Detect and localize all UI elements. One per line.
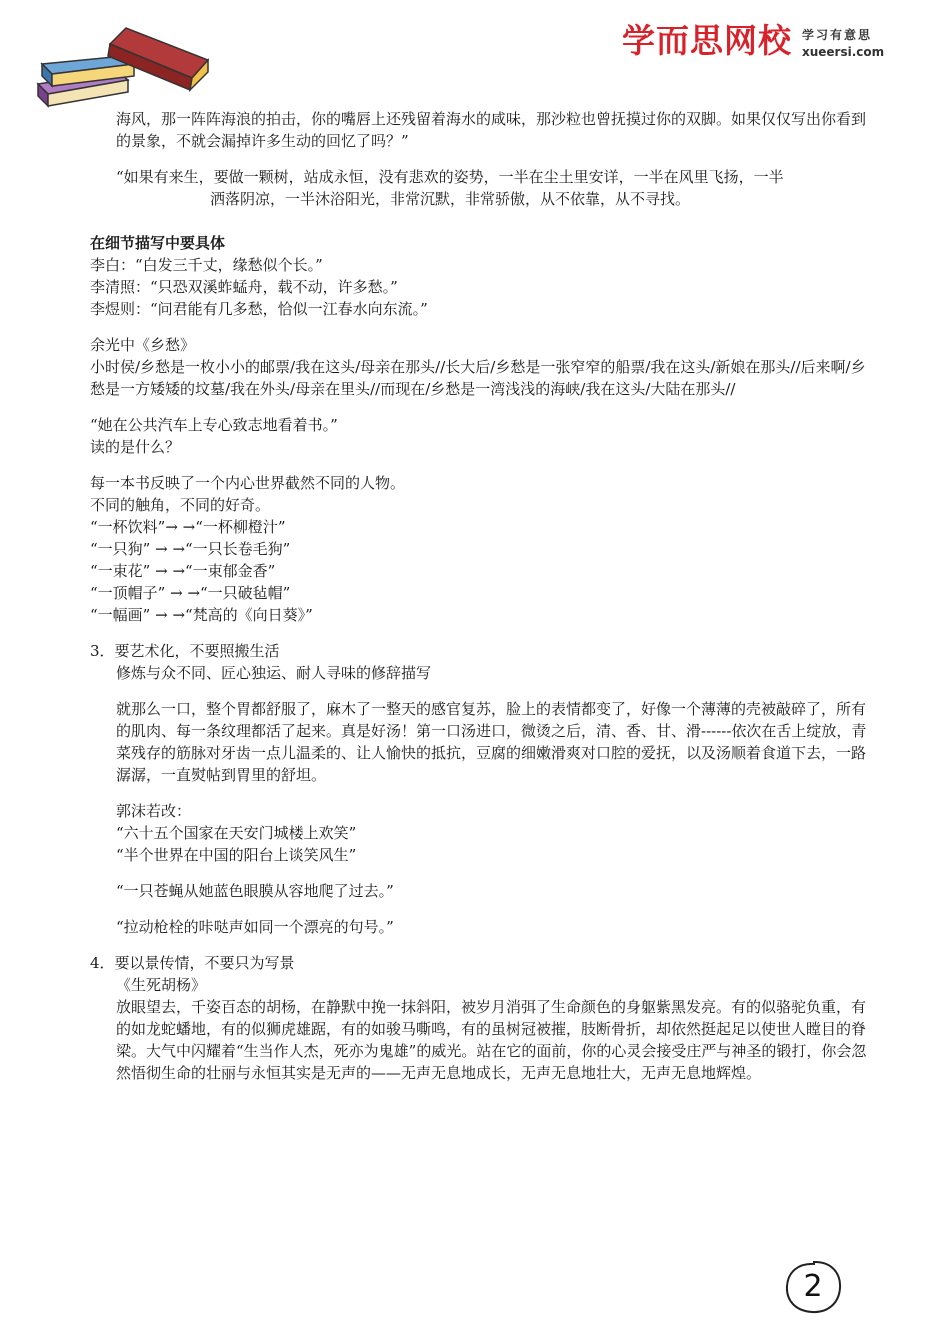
soup-paragraph: 就那么一口，整个胃都舒服了，麻木了一整天的感官复苏，脸上的表情都变了，好像一个薄薄的壳被敲碎了，所有的肌肉、每一条纹理都活了起来。真是好汤！第一口汤进口，微烫之后，清、香、甘、滑------依次在舌上绽放，青菜残存的筋脉对牙齿一点儿温柔的、让人愉快的抵抗，豆腐的细嫩滑爽对口腔的爱抚，以及汤顺着食道下去，一路潺潺，一直熨帖到胃里的舒坦。: [116, 700, 867, 784]
bus-question: 读的是什么？: [90, 438, 181, 456]
section4-title: 4．要以景传情，不要只为写景: [90, 954, 295, 972]
populus-title: 《生死胡杨》: [116, 976, 207, 994]
page-number: [782, 1258, 844, 1316]
paragraph-sea-breeze: 海风，那一阵阵海浪的拍击，你的嘴唇上还残留着海水的咸味，那沙粒也曾抚摸过你的双脚。如果仅仅写出你看到的景象，不就会漏掉许多生动的回忆了吗？”: [116, 110, 867, 150]
quote-libai: 李白：“白发三千丈，缘愁似个长。”: [90, 256, 323, 274]
guomoruo-label: 郭沫若改：: [116, 802, 192, 820]
example-item: “一顶帽子” → →“一只破毡帽”: [90, 584, 291, 602]
nostalgia-title: 余光中《乡愁》: [90, 336, 196, 354]
books-illustration: [32, 22, 214, 110]
tree-quote: [90, 166, 868, 210]
guomoruo-quote2: “半个世界在中国的阳台上谈笑风生”: [116, 846, 357, 864]
nostalgia-poem: 小时侯/乡愁是一枚小小的邮票/我在这头/母亲在那头//长大后/乡愁是一张窄窄的船票/我在这头/新娘在那头//后来啊/乡愁是一方矮矮的坟墓/我在外头/母亲在里头//而现在/乡愁是一湾浅浅的海峡/我在这头/大陆在那头//: [90, 358, 866, 398]
logo-title: 学而思网校: [622, 21, 792, 60]
fly-quote: “一只苍蝇从她蓝色眼膜从容地爬了过去。”: [116, 882, 394, 900]
section3-subtitle: 修炼与众不同、匠心独运、耐人寻味的修辞描写: [116, 664, 432, 682]
logo-url: xueersi.com: [802, 45, 885, 59]
example-item: “一杯饮料”→ →“一杯柳橙汁”: [90, 518, 286, 536]
bus-quote: “她在公共汽车上专心致志地看着书。”: [90, 416, 338, 434]
example-item: “一只狗” → →“一只长卷毛狗”: [90, 540, 291, 558]
page-number-text: 2: [803, 1269, 823, 1304]
section3-title: 3．要艺术化，不要照搬生活: [90, 642, 280, 660]
logo-slogan: 学习有意思: [802, 28, 873, 42]
brand-logo: [622, 20, 892, 68]
book-line: 每一本书反映了一个内心世界截然不同的人物。: [90, 474, 406, 492]
tree-quote-line1: “如果有来生，要做一颗树，站成永恒，没有悲欢的姿势，一半在尘土里安详，一半在风里飞扬，一半: [116, 168, 784, 186]
gun-quote: “拉动枪栓的咔哒声如同一个漂亮的句号。”: [116, 918, 394, 936]
populus-paragraph: 放眼望去，千姿百态的胡杨，在静默中挽一抹斜阳，被岁月消弭了生命颜色的身躯紫黑发亮。有的似骆驼负重，有的如龙蛇蟠地，有的似狮虎雄踞，有的如骏马嘶鸣，有的虽树冠被摧，肢断骨折，却依然挺起足以使世人瞠目的脊梁。大气中闪耀着“生当作人杰，死亦为鬼雄”的威光。站在它的面前，你的心灵会接受庄严与神圣的锻打，你会忽然悟彻生命的壮丽与永恒其实是无声的——无声无息地成长，无声无息地壮大，无声无息地辉煌。: [116, 998, 867, 1082]
heading-detail: 在细节描写中要具体: [90, 234, 226, 252]
quote-liqingzhao: 李清照：“只恐双溪蚱蜢舟，载不动，许多愁。”: [90, 278, 398, 296]
example-item: “一幅画” → →“梵高的《向日葵》”: [90, 606, 313, 624]
guomoruo-quote1: “六十五个国家在天安门城楼上欢笑”: [116, 824, 357, 842]
tree-quote-line2: 洒落阴凉，一半沐浴阳光，非常沉默，非常骄傲，从不依靠，从不寻找。: [210, 190, 691, 208]
quote-liyu: 李煜则：“问君能有几多愁，恰似一江春水向东流。”: [90, 300, 428, 318]
document-body: [90, 108, 868, 1084]
example-item: “一束花” → →“一束郁金香”: [90, 562, 276, 580]
touch-line: 不同的触角，不同的好奇。: [90, 496, 271, 514]
